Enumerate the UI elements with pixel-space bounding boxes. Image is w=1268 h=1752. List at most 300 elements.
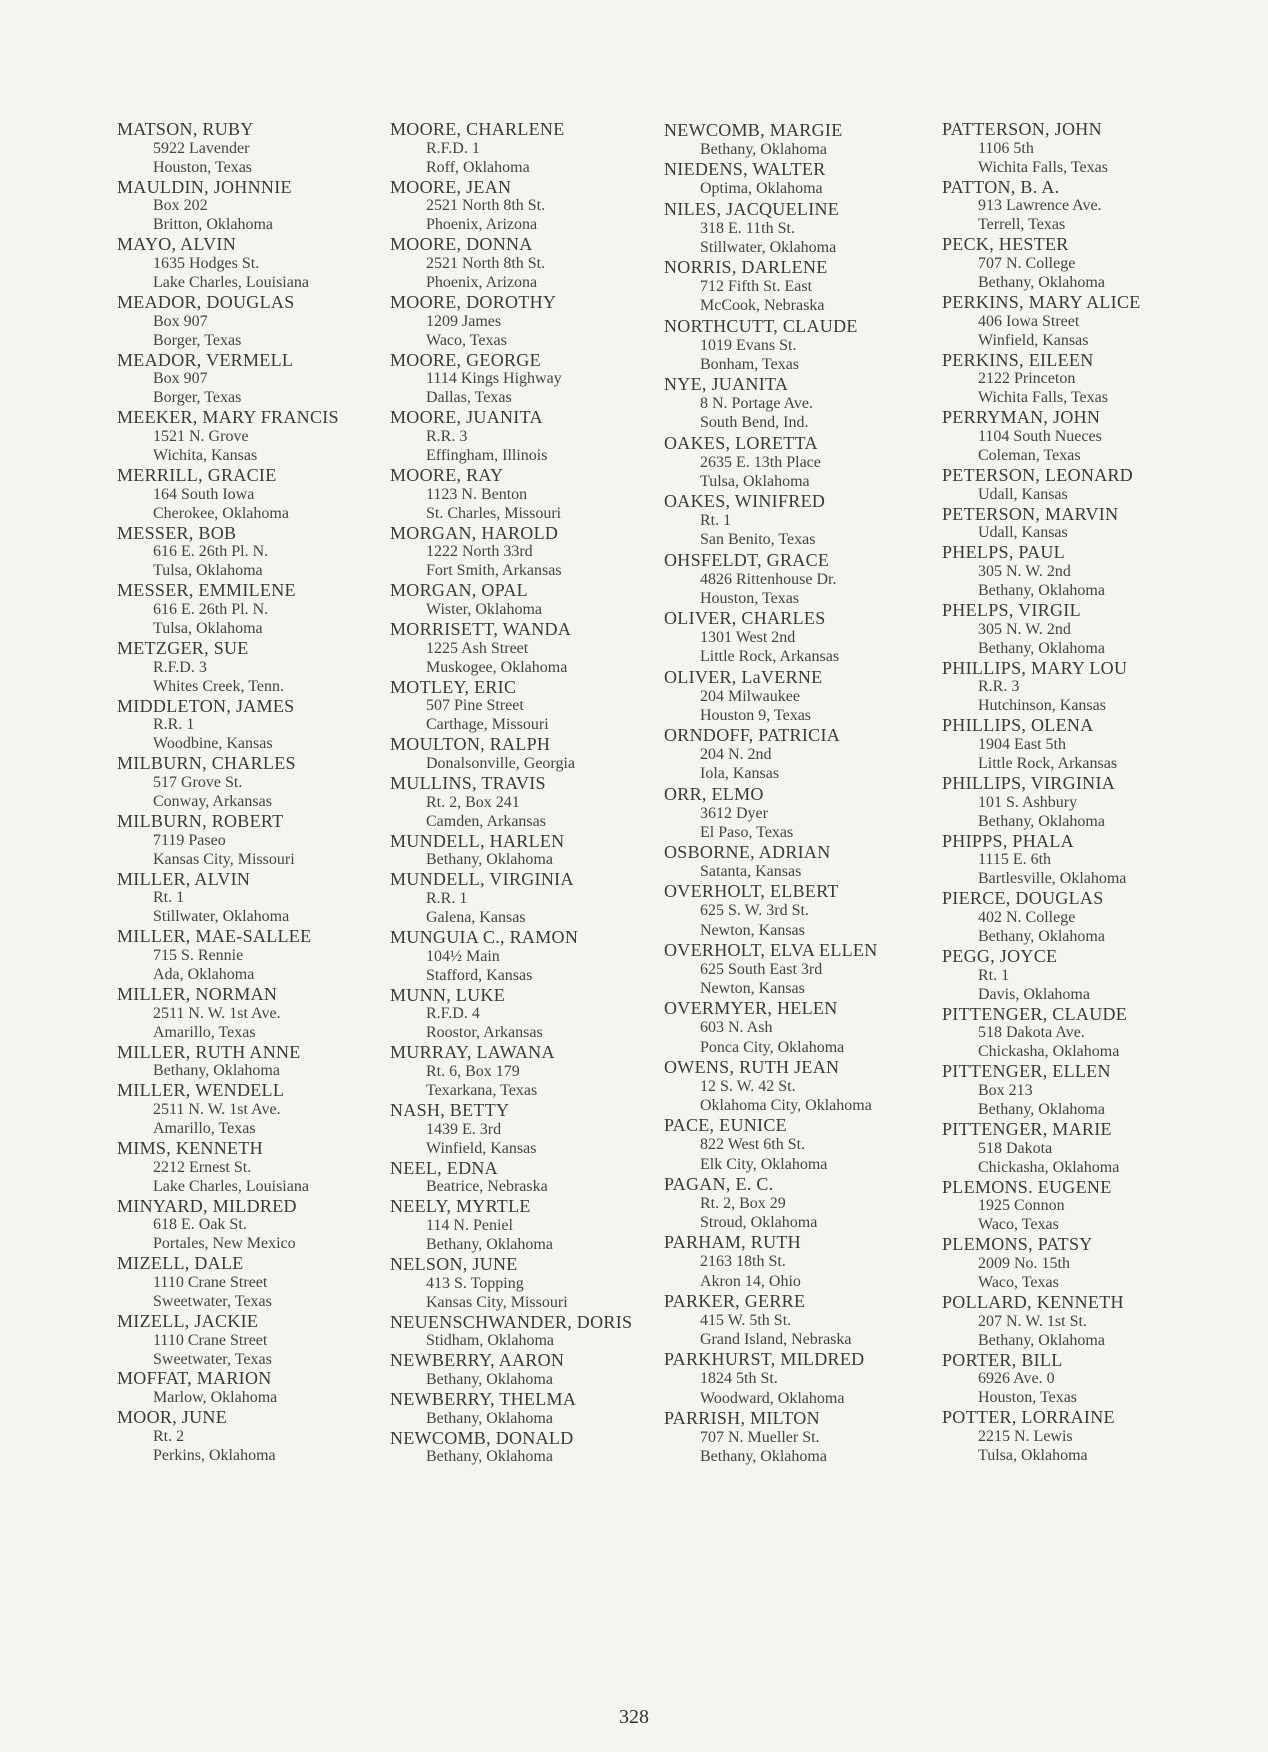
entry-address-line: Bethany, Oklahoma bbox=[426, 1448, 553, 1466]
entry-name: PERKINS, MARY ALICE bbox=[942, 291, 1141, 312]
entry-address-line: Akron 14, Ohio bbox=[700, 1272, 801, 1290]
directory-entry bbox=[390, 466, 660, 524]
entry-name: MILLER, WENDELL bbox=[117, 1080, 285, 1101]
entry-name: MUNDELL, VIRGINIA bbox=[390, 869, 574, 890]
entry-name: PECK, HESTER bbox=[942, 234, 1069, 255]
entry-address-line: 114 N. Peniel bbox=[426, 1216, 513, 1234]
directory-entry bbox=[664, 1408, 934, 1467]
entry-address-line: 712 Fifth St. East bbox=[700, 278, 813, 295]
directory-entry bbox=[942, 1408, 1242, 1466]
directory-entry bbox=[390, 235, 660, 293]
entry-name: NEWCOMB, DONALD bbox=[390, 1427, 574, 1448]
entry-address-line: Bethany, Oklahoma bbox=[426, 851, 553, 869]
directory-entry bbox=[942, 716, 1242, 774]
entry-address-line: Davis, Oklahoma bbox=[978, 985, 1090, 1003]
entry-address-line: Muskogee, Oklahoma bbox=[426, 658, 568, 676]
directory-entry bbox=[390, 620, 660, 678]
entry-address-line: 204 N. 2nd bbox=[700, 746, 772, 763]
directory-entry bbox=[117, 1043, 367, 1082]
entry-name: MOULTON, RALPH bbox=[390, 734, 551, 755]
entry-name: PARKHURST, MILDRED bbox=[664, 1349, 865, 1370]
entry-name: MILBURN, CHARLES bbox=[117, 753, 296, 774]
entry-address-line: R.F.D. 3 bbox=[153, 658, 207, 676]
entry-address-line: 507 Pine Street bbox=[426, 697, 524, 715]
directory-entry bbox=[117, 697, 367, 755]
directory-entry bbox=[390, 928, 660, 986]
entry-name: MOORE, JUANITA bbox=[390, 407, 543, 428]
entry-address-line: Newton, Kansas bbox=[700, 980, 805, 997]
entry-name: NEWBERRY, THELMA bbox=[390, 1388, 577, 1409]
directory-entry bbox=[390, 832, 660, 871]
directory-entry bbox=[117, 985, 367, 1043]
entry-name: MORGAN, OPAL bbox=[390, 580, 528, 601]
entry-name: PARHAM, RUTH bbox=[664, 1232, 801, 1253]
entry-address-line: Tulsa, Oklahoma bbox=[978, 1446, 1088, 1464]
entry-name: MIZELL, DALE bbox=[117, 1253, 244, 1274]
entry-name: PARKER, GERRE bbox=[664, 1290, 806, 1311]
entry-address-line: 1222 North 33rd bbox=[426, 543, 533, 561]
entry-address-line: McCook, Nebraska bbox=[700, 297, 825, 315]
entry-name: PHILLIPS, OLENA bbox=[942, 715, 1094, 736]
entry-address-line: 1824 5th St. bbox=[700, 1370, 778, 1388]
page-number: 328 bbox=[619, 1706, 649, 1728]
directory-entry bbox=[942, 832, 1242, 890]
entry-address-line: 305 N. W. 2nd bbox=[978, 620, 1071, 638]
entry-address-line: Tulsa, Oklahoma bbox=[700, 472, 810, 490]
entry-address-line: El Paso, Texas bbox=[700, 823, 794, 841]
entry-address-line: Stillwater, Oklahoma bbox=[700, 238, 837, 256]
entry-address-line: Satanta, Kansas bbox=[700, 863, 802, 880]
directory-entry bbox=[664, 1232, 934, 1291]
entry-address-line: 164 South Iowa bbox=[153, 485, 255, 503]
entry-address-line: Bethany, Oklahoma bbox=[978, 812, 1105, 830]
entry-address-line: R.F.D. 4 bbox=[426, 1005, 480, 1023]
entry-name: PARRISH, MILTON bbox=[664, 1407, 820, 1428]
entry-name: OAKES, LORETTA bbox=[664, 432, 818, 453]
directory-entry bbox=[664, 120, 934, 159]
entry-address-line: Rt. 1 bbox=[700, 512, 732, 529]
directory-entry bbox=[942, 1178, 1242, 1236]
entry-name: PLEMONS. EUGENE bbox=[942, 1176, 1112, 1197]
directory-entry bbox=[117, 1254, 367, 1312]
directory-entry bbox=[390, 1043, 660, 1101]
entry-address-line: Little Rock, Arkansas bbox=[978, 754, 1118, 772]
entry-name: MOORE, CHARLENE bbox=[390, 119, 565, 139]
directory-entry bbox=[664, 608, 934, 667]
entry-address-line: 6926 Ave. 0 bbox=[978, 1370, 1055, 1388]
entry-name: NORTHCUTT, CLAUDE bbox=[664, 315, 858, 336]
entry-address-line: Britton, Oklahoma bbox=[153, 216, 273, 234]
entry-address-line: 913 Lawrence Ave. bbox=[978, 197, 1102, 215]
entry-address-line: R.R. 3 bbox=[426, 428, 468, 445]
entry-address-line: Lake Charles, Louisiana bbox=[153, 274, 309, 291]
entry-address-line: 603 N. Ash bbox=[700, 1019, 773, 1037]
entry-name: MAYO, ALVIN bbox=[117, 234, 236, 255]
entry-name: PITTENGER, MARIE bbox=[942, 1118, 1112, 1139]
directory-entry bbox=[117, 466, 367, 524]
entry-address-line: Rt. 2 bbox=[153, 1427, 185, 1445]
entry-address-line: Box 907 bbox=[153, 312, 208, 330]
directory-entry bbox=[117, 1197, 367, 1255]
entry-address-line: Lake Charles, Louisiana bbox=[153, 1177, 309, 1195]
entry-address-line: Udall, Kansas bbox=[978, 524, 1068, 542]
entry-address-line: Grand Island, Nebraska bbox=[700, 1331, 852, 1348]
directory-column-2 bbox=[390, 120, 660, 1467]
directory-entry bbox=[664, 1291, 934, 1350]
entry-address-line: Woodbine, Kansas bbox=[153, 735, 273, 753]
entry-name: PORTER, BILL bbox=[942, 1349, 1063, 1370]
entry-address-line: Kansas City, Missouri bbox=[153, 850, 295, 868]
entry-address-line: Ada, Oklahoma bbox=[153, 965, 255, 983]
entry-address-line: 1110 Crane Street bbox=[153, 1273, 268, 1291]
entry-address-line: 204 Milwaukee bbox=[700, 687, 800, 705]
directory-entry bbox=[664, 257, 934, 316]
entry-name: OLIVER, CHARLES bbox=[664, 608, 826, 628]
entry-address-line: Wichita, Kansas bbox=[153, 446, 258, 464]
directory-entry bbox=[390, 524, 660, 582]
entry-name: MIZELL, JACKIE bbox=[117, 1310, 259, 1331]
entry-address-line: 715 S. Rennie bbox=[153, 946, 244, 964]
entry-name: PERRYMAN, JOHN bbox=[942, 407, 1101, 428]
directory-entry bbox=[117, 1369, 367, 1408]
directory-entry bbox=[664, 433, 934, 492]
entry-address-line: R.R. 1 bbox=[153, 716, 195, 734]
entry-address-line: 2521 North 8th St. bbox=[426, 197, 546, 215]
entry-name: PITTENGER, CLAUDE bbox=[942, 1003, 1128, 1024]
entry-name: MILLER, NORMAN bbox=[117, 983, 278, 1004]
entry-address-line: Wichita Falls, Texas bbox=[978, 389, 1108, 407]
entry-address-line: Udall, Kansas bbox=[978, 485, 1068, 503]
entry-address-line: 707 N. College bbox=[978, 255, 1076, 273]
entry-address-line: 413 S. Topping bbox=[426, 1274, 524, 1292]
directory-entry bbox=[117, 524, 367, 582]
entry-name: MORRISETT, WANDA bbox=[390, 618, 572, 639]
entry-name: MOFFAT, MARION bbox=[117, 1368, 272, 1389]
directory-entry bbox=[117, 581, 367, 639]
entry-address-line: 2511 N. W. 1st Ave. bbox=[153, 1004, 281, 1022]
entry-address-line: Box 907 bbox=[153, 370, 208, 388]
entry-address-line: Rt. 2, Box 29 bbox=[700, 1194, 786, 1212]
entry-address-line: Rt. 2, Box 241 bbox=[426, 793, 520, 811]
entry-address-line: Rt. 6, Box 179 bbox=[426, 1062, 520, 1080]
entry-name: POTTER, LORRAINE bbox=[942, 1407, 1115, 1428]
directory-entry bbox=[117, 870, 367, 928]
directory-entry bbox=[942, 178, 1242, 236]
entry-address-line: Phoenix, Arizona bbox=[426, 216, 538, 234]
entry-name: PERKINS, EILEEN bbox=[942, 349, 1094, 370]
entry-name: MOORE, GEORGE bbox=[390, 349, 541, 370]
entry-address-line: 406 Iowa Street bbox=[978, 312, 1080, 330]
entry-name: PEGG, JOYCE bbox=[942, 945, 1058, 966]
entry-name: MIDDLETON, JAMES bbox=[117, 695, 295, 716]
directory-entry bbox=[117, 293, 367, 351]
entry-address-line: Effingham, Illinois bbox=[426, 446, 548, 464]
entry-name: MAULDIN, JOHNNIE bbox=[117, 176, 292, 197]
entry-name: MILLER, RUTH ANNE bbox=[117, 1041, 301, 1062]
directory-entry bbox=[664, 881, 934, 940]
entry-address-line: Roff, Oklahoma bbox=[426, 158, 530, 176]
entry-name: MILLER, MAE-SALLEE bbox=[117, 926, 312, 947]
entry-address-line: 12 S. W. 42 St. bbox=[700, 1077, 796, 1095]
directory-entry bbox=[117, 1312, 367, 1370]
directory-entry bbox=[942, 659, 1242, 717]
entry-address-line: St. Charles, Missouri bbox=[426, 504, 562, 522]
entry-address-line: Beatrice, Nebraska bbox=[426, 1178, 548, 1196]
entry-name: PATTERSON, JOHN bbox=[942, 119, 1102, 139]
entry-address-line: Waco, Texas bbox=[978, 1273, 1059, 1291]
directory-column-1 bbox=[117, 120, 367, 1466]
entry-name: NYE, JUANITA bbox=[664, 374, 789, 394]
directory-entry bbox=[664, 998, 934, 1057]
entry-name: PAGAN, E. C. bbox=[664, 1173, 774, 1194]
entry-address-line: 517 Grove St. bbox=[153, 773, 243, 791]
entry-name: MUNDELL, HARLEN bbox=[390, 830, 565, 851]
directory-entry bbox=[942, 1062, 1242, 1120]
entry-address-line: 1301 West 2nd bbox=[700, 629, 796, 646]
entry-address-line: Bethany, Oklahoma bbox=[426, 1370, 553, 1388]
directory-entry bbox=[664, 550, 934, 609]
directory-entry bbox=[942, 774, 1242, 832]
directory-entry bbox=[942, 466, 1242, 505]
entry-address-line: 305 N. W. 2nd bbox=[978, 563, 1071, 581]
entry-address-line: 1925 Connon bbox=[978, 1197, 1065, 1215]
entry-address-line: 518 Dakota bbox=[978, 1139, 1053, 1157]
entry-address-line: 2122 Princeton bbox=[978, 370, 1076, 388]
entry-name: MIMS, KENNETH bbox=[117, 1137, 263, 1158]
entry-address-line: Iola, Kansas bbox=[700, 765, 780, 783]
directory-entry bbox=[390, 351, 660, 409]
entry-address-line: Bethany, Oklahoma bbox=[700, 141, 827, 158]
entry-name: PIERCE, DOUGLAS bbox=[942, 888, 1104, 909]
directory-entry bbox=[664, 784, 934, 843]
entry-address-line: Stafford, Kansas bbox=[426, 966, 533, 984]
entry-address-line: Houston, Texas bbox=[700, 589, 800, 607]
directory-entry bbox=[942, 235, 1242, 293]
directory-entry bbox=[664, 199, 934, 258]
entry-address-line: 101 S. Ashbury bbox=[978, 793, 1078, 811]
directory-entry bbox=[117, 120, 367, 178]
directory-entry bbox=[942, 351, 1242, 409]
directory-column-3 bbox=[664, 120, 934, 1466]
directory-entry bbox=[390, 1159, 660, 1198]
entry-address-line: 616 E. 26th Pl. N. bbox=[153, 600, 269, 618]
entry-address-line: Ponca City, Oklahoma bbox=[700, 1038, 845, 1056]
entry-name: PETERSON, LEONARD bbox=[942, 464, 1134, 485]
entry-name: ORR, ELMO bbox=[664, 783, 764, 804]
entry-address-line: Bethany, Oklahoma bbox=[978, 927, 1105, 945]
directory-entry bbox=[942, 120, 1242, 178]
entry-address-line: Borger, Texas bbox=[153, 331, 242, 349]
entry-address-line: 1635 Hodges St. bbox=[153, 255, 260, 273]
directory-entry bbox=[942, 601, 1242, 659]
directory-entry bbox=[664, 940, 934, 999]
directory-entry bbox=[942, 1293, 1242, 1351]
entry-address-line: Bethany, Oklahoma bbox=[978, 582, 1105, 599]
entry-name: MOORE, JEAN bbox=[390, 176, 512, 197]
entry-address-line: Sweetwater, Texas bbox=[153, 1350, 272, 1368]
entry-address-line: 2009 No. 15th bbox=[978, 1254, 1070, 1272]
entry-address-line: San Benito, Texas bbox=[700, 531, 816, 549]
entry-address-line: Wister, Oklahoma bbox=[426, 600, 543, 618]
entry-name: MOOR, JUNE bbox=[117, 1407, 228, 1428]
entry-address-line: Woodward, Oklahoma bbox=[700, 1389, 845, 1407]
directory-entry bbox=[390, 1390, 660, 1429]
directory-entry bbox=[390, 678, 660, 736]
entry-address-line: 104½ Main bbox=[426, 947, 500, 965]
entry-address-line: 1521 N. Grove bbox=[153, 428, 249, 445]
entry-address-line: Sweetwater, Texas bbox=[153, 1292, 272, 1310]
entry-address-line: Cherokee, Oklahoma bbox=[153, 504, 289, 522]
entry-address-line: 207 N. W. 1st St. bbox=[978, 1312, 1087, 1330]
directory-entry bbox=[390, 986, 660, 1044]
entry-name: MATSON, RUBY bbox=[117, 119, 254, 139]
directory-entry bbox=[942, 408, 1242, 466]
entry-name: MOTLEY, ERIC bbox=[390, 676, 517, 697]
entry-name: MEADOR, DOUGLAS bbox=[117, 291, 295, 312]
entry-address-line: Bartlesville, Oklahoma bbox=[978, 870, 1127, 888]
entry-address-line: Bethany, Oklahoma bbox=[153, 1062, 280, 1080]
entry-name: MUNN, LUKE bbox=[390, 984, 505, 1005]
directory-entry bbox=[942, 293, 1242, 351]
entry-address-line: Chickasha, Oklahoma bbox=[978, 1043, 1120, 1061]
directory-entry bbox=[942, 1005, 1242, 1063]
directory-entry bbox=[942, 505, 1242, 544]
entry-address-line: Elk City, Oklahoma bbox=[700, 1155, 828, 1173]
directory-entry bbox=[664, 725, 934, 784]
entry-address-line: Borger, Texas bbox=[153, 389, 242, 407]
entry-address-line: Rt. 1 bbox=[978, 966, 1010, 984]
entry-address-line: Perkins, Oklahoma bbox=[153, 1446, 276, 1464]
entry-address-line: Bethany, Oklahoma bbox=[978, 639, 1105, 657]
directory-entry bbox=[664, 159, 934, 198]
directory-entry bbox=[664, 1349, 934, 1408]
directory-entry bbox=[117, 1081, 367, 1139]
entry-address-line: Winfield, Kansas bbox=[978, 331, 1089, 349]
directory-entry bbox=[664, 667, 934, 726]
directory-entry bbox=[390, 293, 660, 351]
entry-address-line: Amarillo, Texas bbox=[153, 1119, 256, 1137]
directory-entry bbox=[390, 774, 660, 832]
directory-entry bbox=[664, 842, 934, 881]
entry-address-line: Bethany, Oklahoma bbox=[978, 1331, 1105, 1349]
directory-entry bbox=[942, 1120, 1242, 1178]
directory-entry bbox=[117, 927, 367, 985]
entry-name: NILES, JACQUELINE bbox=[664, 198, 840, 219]
directory-entry bbox=[117, 178, 367, 236]
entry-name: MOORE, DOROTHY bbox=[390, 291, 557, 312]
directory-entry bbox=[942, 1235, 1242, 1293]
entry-name: POLLARD, KENNETH bbox=[942, 1291, 1124, 1312]
entry-name: MILBURN, ROBERT bbox=[117, 810, 284, 831]
entry-name: MUNGUIA C., RAMON bbox=[390, 926, 579, 947]
directory-entry bbox=[390, 735, 660, 774]
entry-address-line: Chickasha, Oklahoma bbox=[978, 1158, 1120, 1176]
entry-address-line: 2163 18th St. bbox=[700, 1253, 786, 1271]
entry-address-line: 402 N. College bbox=[978, 908, 1076, 926]
directory-entry bbox=[390, 1429, 660, 1468]
entry-address-line: Whites Creek, Tenn. bbox=[153, 677, 284, 695]
directory-entry bbox=[664, 316, 934, 375]
entry-address-line: Bethany, Oklahoma bbox=[426, 1235, 553, 1253]
directory-entry bbox=[117, 1139, 367, 1197]
entry-address-line: 1115 E. 6th bbox=[978, 851, 1052, 869]
directory-entry bbox=[390, 1197, 660, 1255]
entry-address-line: Bethany, Oklahoma bbox=[978, 274, 1105, 291]
directory-entry bbox=[942, 889, 1242, 947]
entry-name: MESSER, BOB bbox=[117, 522, 237, 543]
entry-address-line: Waco, Texas bbox=[426, 331, 507, 349]
entry-name: MOORE, DONNA bbox=[390, 234, 533, 255]
directory-entry bbox=[664, 374, 934, 433]
entry-name: ORNDOFF, PATRICIA bbox=[664, 725, 841, 745]
directory-entry bbox=[117, 639, 367, 697]
entry-name: MULLINS, TRAVIS bbox=[390, 772, 546, 793]
entry-address-line: 1209 James bbox=[426, 312, 502, 330]
entry-name: MINYARD, MILDRED bbox=[117, 1195, 297, 1216]
entry-address-line: 2215 N. Lewis bbox=[978, 1427, 1073, 1445]
entry-name: NEWBERRY, AARON bbox=[390, 1350, 565, 1371]
entry-name: OLIVER, LaVERNE bbox=[664, 666, 823, 687]
entry-address-line: Wichita Falls, Texas bbox=[978, 158, 1108, 176]
entry-address-line: Houston 9, Texas bbox=[700, 706, 812, 724]
entry-address-line: R.R. 3 bbox=[978, 678, 1020, 696]
entry-address-line: Conway, Arkansas bbox=[153, 792, 272, 810]
entry-address-line: South Bend, Ind. bbox=[700, 414, 809, 432]
entry-address-line: Winfield, Kansas bbox=[426, 1139, 537, 1157]
directory-entry bbox=[942, 543, 1242, 601]
entry-address-line: 1904 East 5th bbox=[978, 736, 1066, 753]
entry-name: NASH, BETTY bbox=[390, 1099, 510, 1120]
entry-name: PHILLIPS, MARY LOU bbox=[942, 657, 1128, 678]
entry-address-line: Bonham, Texas bbox=[700, 355, 800, 373]
entry-name: OAKES, WINIFRED bbox=[664, 491, 826, 511]
entry-address-line: Terrell, Texas bbox=[978, 216, 1066, 234]
entry-address-line: Portales, New Mexico bbox=[153, 1235, 296, 1253]
entry-name: NORRIS, DARLENE bbox=[664, 257, 828, 277]
entry-address-line: 618 E. Oak St. bbox=[153, 1216, 247, 1234]
entry-address-line: 2212 Ernest St. bbox=[153, 1158, 252, 1176]
directory-entry bbox=[390, 870, 660, 928]
entry-address-line: Stroud, Oklahoma bbox=[700, 1214, 818, 1231]
directory-entry bbox=[664, 1174, 934, 1233]
entry-name: MILLER, ALVIN bbox=[117, 868, 251, 889]
entry-name: PETERSON, MARVIN bbox=[942, 503, 1119, 524]
entry-name: PHELPS, PAUL bbox=[942, 542, 1065, 563]
entry-address-line: 415 W. 5th St. bbox=[700, 1311, 792, 1329]
directory-entry bbox=[117, 1408, 367, 1466]
entry-name: PHIPPS, PHALA bbox=[942, 830, 1074, 851]
entry-name: MEEKER, MARY FRANCIS bbox=[117, 407, 339, 428]
entry-address-line: Waco, Texas bbox=[978, 1216, 1059, 1234]
entry-address-line: 3612 Dyer bbox=[700, 804, 768, 822]
entry-name: PATTON, B. A. bbox=[942, 176, 1060, 197]
entry-address-line: 2521 North 8th St. bbox=[426, 255, 546, 273]
directory-entry bbox=[390, 1101, 660, 1159]
entry-address-line: Camden, Arkansas bbox=[426, 812, 546, 830]
entry-address-line: Box 202 bbox=[153, 197, 208, 215]
entry-address-line: 1114 Kings Highway bbox=[426, 370, 562, 388]
entry-address-line: Bethany, Oklahoma bbox=[426, 1409, 553, 1427]
entry-address-line: Phoenix, Arizona bbox=[426, 274, 538, 291]
entry-address-line: Tulsa, Oklahoma bbox=[153, 619, 263, 637]
entry-address-line: Bethany, Oklahoma bbox=[700, 1448, 827, 1465]
entry-address-line: 1106 5th bbox=[978, 139, 1034, 157]
entry-address-line: Kansas City, Missouri bbox=[426, 1293, 568, 1311]
entry-address-line: Roostor, Arkansas bbox=[426, 1024, 543, 1042]
entry-name: MURRAY, LAWANA bbox=[390, 1042, 555, 1063]
entry-address-line: 4826 Rittenhouse Dr. bbox=[700, 570, 837, 588]
entry-address-line: Carthage, Missouri bbox=[426, 716, 549, 734]
